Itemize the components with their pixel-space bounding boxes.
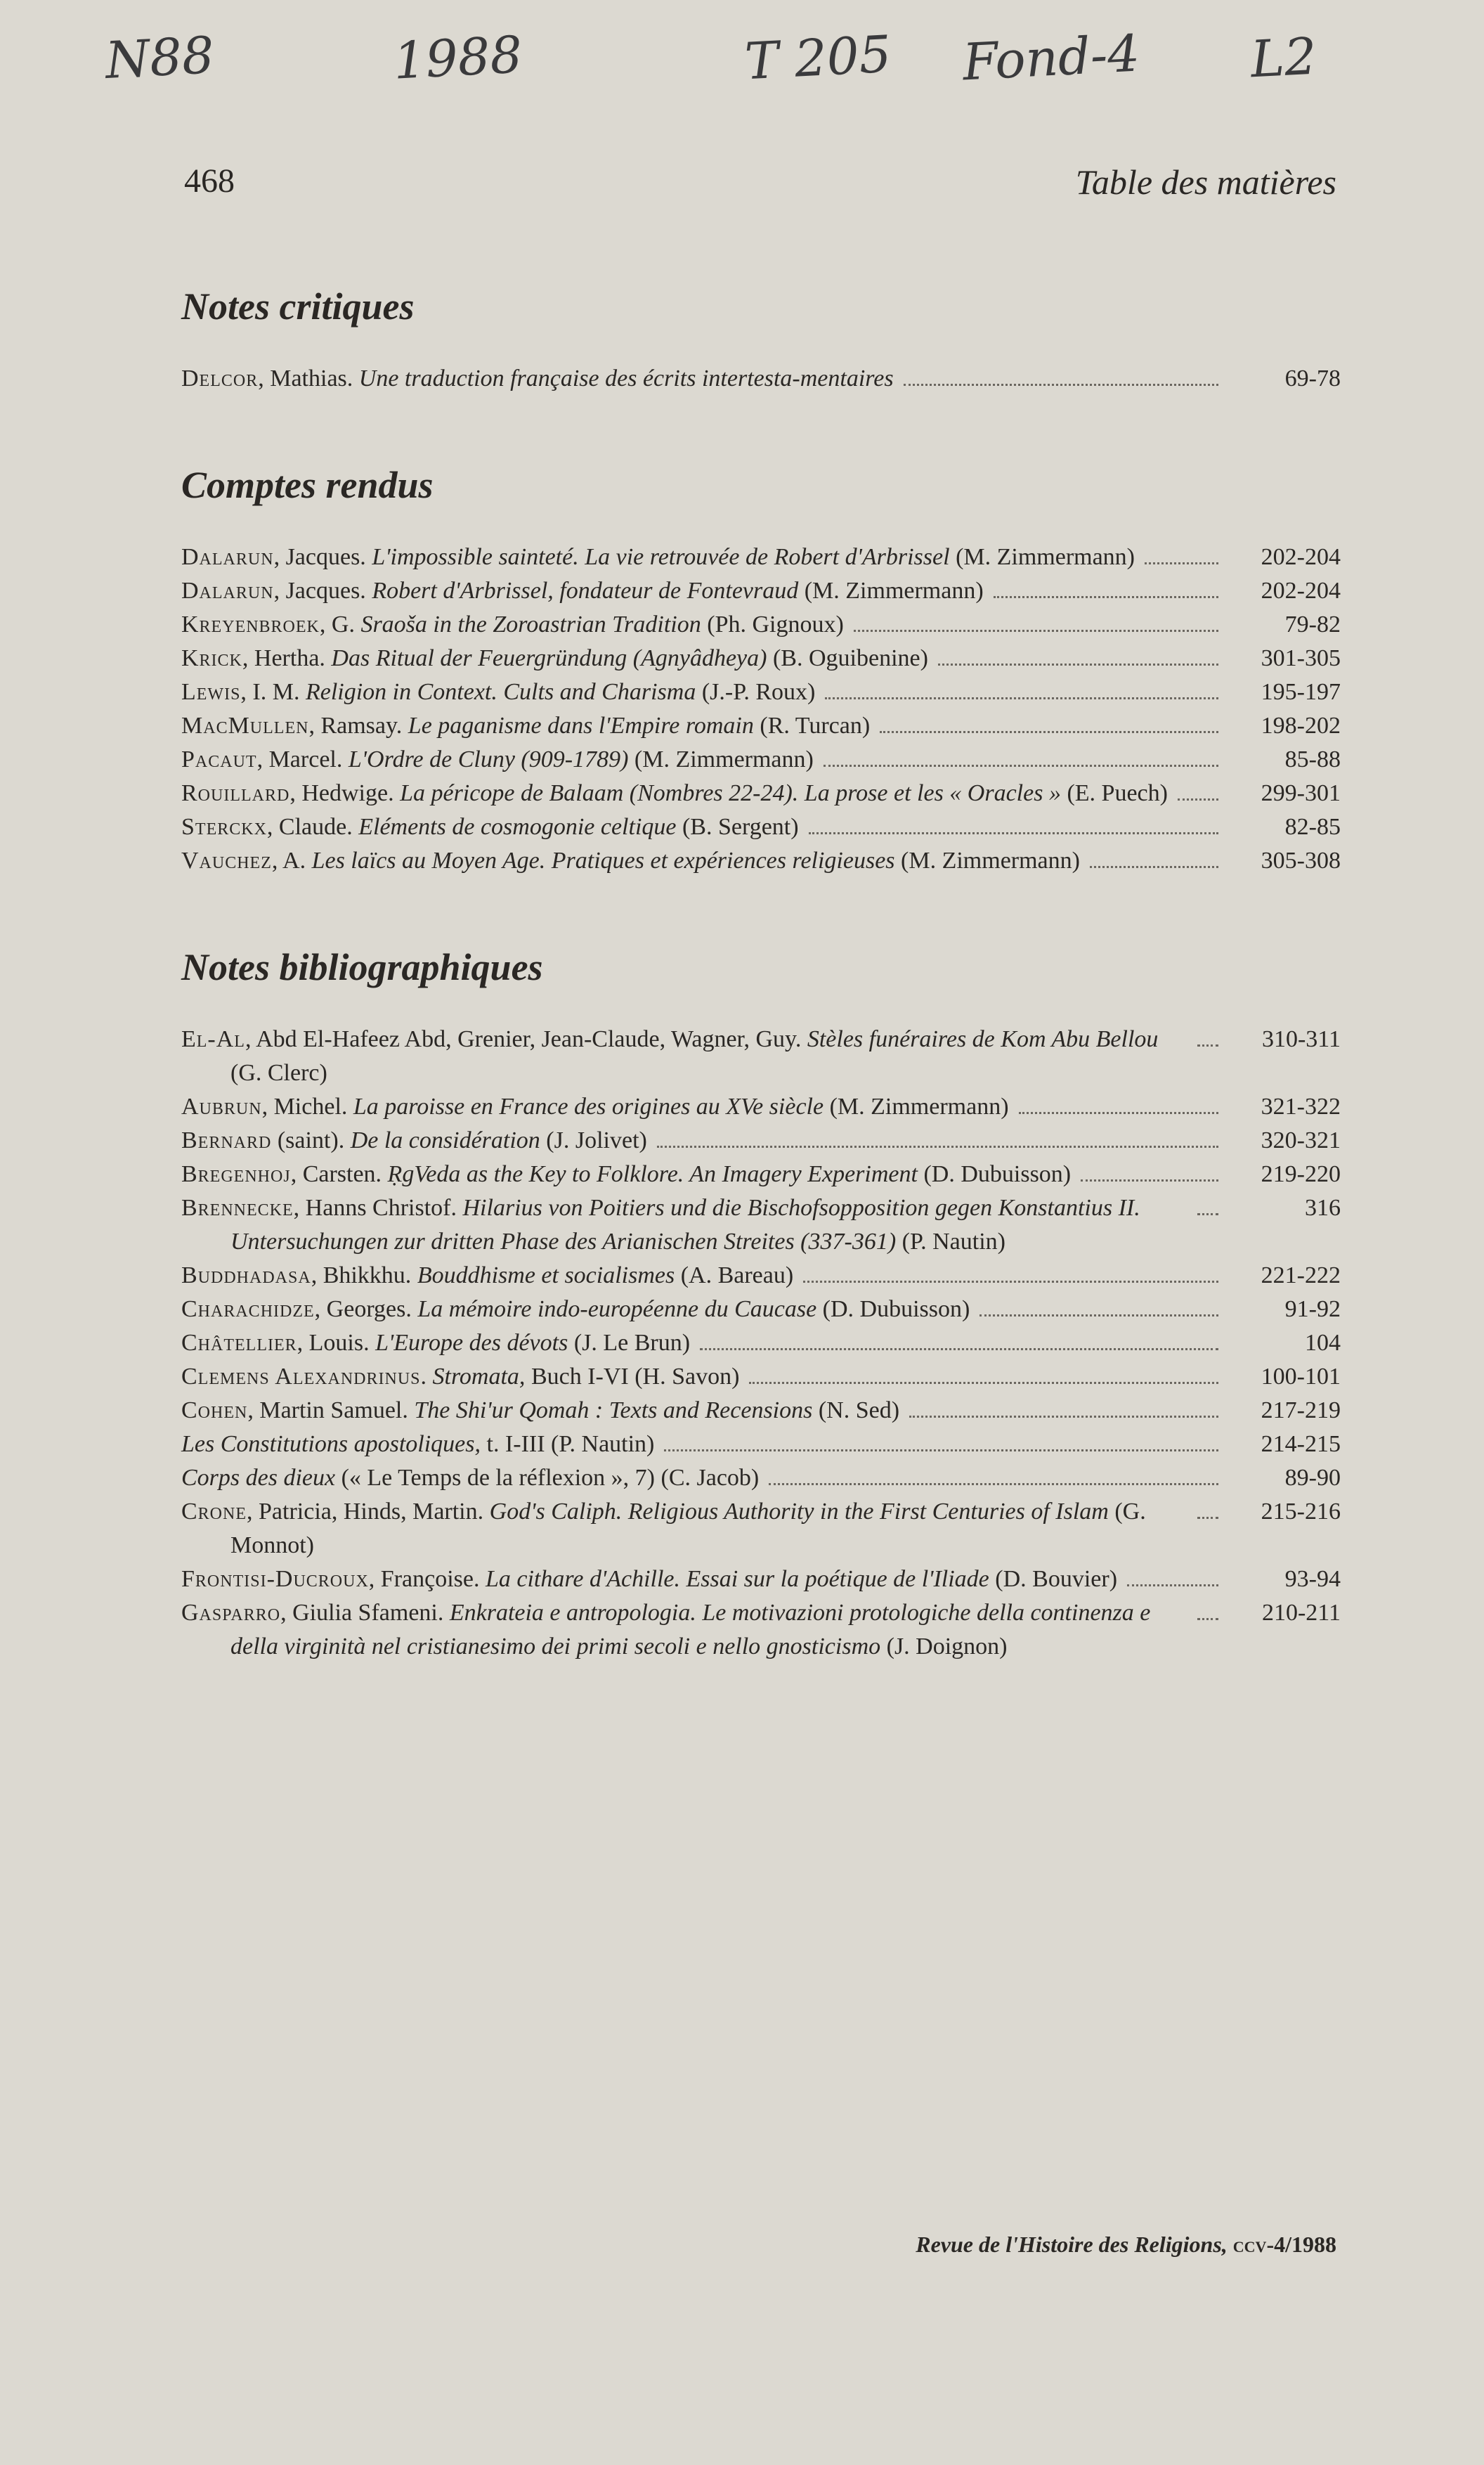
entry-reviewer: (G. Monnot) <box>230 1499 1146 1558</box>
entry-reviewer: (P. Nautin) <box>896 1229 1005 1255</box>
toc-entry <box>181 1191 1341 1259</box>
leader-dots <box>1197 1044 1218 1047</box>
entry-pages: 210-211 <box>1261 1600 1341 1626</box>
section-title: Notes bibliographiques <box>181 946 543 988</box>
entry-pages: 202-204 <box>1261 544 1341 570</box>
entry-pages: 100-101 <box>1261 1364 1341 1390</box>
entry-author-detail: , Françoise. <box>368 1566 480 1592</box>
entry-author: Dalarun <box>181 578 274 604</box>
entry-author-detail: (saint). <box>271 1127 345 1153</box>
toc-entry <box>181 1293 1341 1326</box>
entry-pages: 299-301 <box>1261 780 1341 806</box>
entry-author: Gasparro <box>181 1600 281 1626</box>
entry-pages: 217-219 <box>1261 1397 1341 1423</box>
entry-author: Vauchez <box>181 848 272 874</box>
leader-dots <box>769 1483 1218 1485</box>
entry-pages: 69-78 <box>1284 365 1341 392</box>
entry-title: Sraoša in the Zoroastrian Tradition <box>354 612 701 638</box>
entry-author-detail: , Michel. <box>261 1094 348 1120</box>
handwritten-annotation: 1988 <box>391 25 524 91</box>
entry-author: Rouillard <box>181 780 290 806</box>
entry-author: Kreyenbroek <box>181 612 320 638</box>
entry-reviewer: (R. Turcan) <box>753 713 871 739</box>
entry-pages: 89-90 <box>1284 1465 1341 1491</box>
entry-title: De la considération <box>344 1127 540 1153</box>
entry-reviewer: (B. Oguibenine) <box>767 645 928 671</box>
entry-title: Das Ritual der Feuergründung (Agnyâdheya) <box>325 645 767 671</box>
toc-entry <box>181 743 1341 777</box>
leader-dots <box>657 1146 1218 1148</box>
page-header <box>184 162 1336 211</box>
entry-author-detail: , Abd El-Hafeez Abd, Grenier, Jean-Claude, Wagner, Guy. <box>245 1026 802 1052</box>
entry-reviewer: (Ph. Gignoux) <box>701 612 844 638</box>
entry-pages: 221-222 <box>1261 1262 1341 1288</box>
entry-title: Bouddhisme et socialismes <box>411 1262 675 1288</box>
entry-title: Une traduction française des écrits intertesta-mentaires <box>353 365 894 392</box>
handwritten-annotation: L2 <box>1249 26 1318 89</box>
journal-footer <box>916 2232 1336 2258</box>
entry-author-detail: , I. M. <box>240 679 300 705</box>
entry-author-detail: , Jacques. <box>273 578 366 604</box>
entry-reviewer: (M. Zimmermann) <box>894 848 1080 874</box>
entry-author: Bregenhoj <box>181 1161 291 1187</box>
entry-author-detail: , Hedwige. <box>289 780 394 806</box>
toc-entry <box>181 1090 1341 1124</box>
toc-entry <box>181 1023 1341 1090</box>
entry-title: La cithare d'Achille. Essai sur la poétique de l'Iliade <box>479 1566 989 1592</box>
entry-author: Dalarun <box>181 544 274 570</box>
entry-pages: 202-204 <box>1261 578 1341 604</box>
leader-dots <box>1197 1213 1218 1215</box>
leader-dots <box>1127 1584 1218 1586</box>
entry-reviewer: (E. Puech) <box>1060 780 1168 806</box>
entry-reviewer: (D. Bouvier) <box>989 1566 1118 1592</box>
entry-reviewer: Buch I-VI (H. Savon) <box>525 1364 740 1390</box>
entry-pages: 316 <box>1305 1195 1341 1221</box>
toc-entry <box>181 810 1341 844</box>
entry-reviewer: (M. Zimmermann) <box>628 746 814 772</box>
entry-pages: 310-311 <box>1261 1026 1341 1052</box>
entry-author: Châtellier <box>181 1330 297 1356</box>
entry-author-detail: , G. <box>319 612 355 638</box>
entry-reviewer: (« Le Temps de la réflexion », 7) (C. Jacob) <box>335 1465 760 1491</box>
leader-dots <box>1197 1618 1218 1620</box>
toc-entry <box>181 1428 1341 1461</box>
section <box>181 463 1341 878</box>
toc-entry <box>181 1563 1341 1596</box>
section-title: Notes critiques <box>181 285 415 328</box>
entry-author: Krick <box>181 645 242 671</box>
entry-title: L'Europe des dévots <box>369 1330 568 1356</box>
entry-pages: 91-92 <box>1284 1296 1341 1322</box>
page-number: 468 <box>184 162 235 200</box>
entry-author-detail: , Louis. <box>297 1330 370 1356</box>
leader-dots <box>880 731 1218 733</box>
entry-reviewer: (G. Clerc) <box>230 1060 327 1086</box>
leader-dots <box>994 596 1218 598</box>
entry-pages: 93-94 <box>1284 1566 1341 1592</box>
entry-author-detail: , Bhikkhu. <box>311 1262 412 1288</box>
entry-pages: 198-202 <box>1261 713 1341 739</box>
leader-dots <box>1178 798 1218 801</box>
entry-title: Les laïcs au Moyen Age. Pratiques et expériences religieuses <box>306 848 895 874</box>
entry-author: Bernard <box>181 1127 272 1153</box>
entry-title: Stromata, <box>427 1364 526 1390</box>
entry-reviewer: (M. Zimmermann) <box>824 1094 1009 1120</box>
entry-reviewer: (D. Dubuisson) <box>917 1161 1072 1187</box>
entry-author: Buddhadasa <box>181 1262 311 1288</box>
entry-title: Stèles funéraires de Kom Abu Bellou <box>801 1026 1159 1052</box>
entry-reviewer: (J. Jolivet) <box>540 1127 647 1153</box>
entry-pages: 219-220 <box>1261 1161 1341 1187</box>
toc-entry <box>181 844 1341 878</box>
toc-entry <box>181 1596 1341 1664</box>
entry-author-detail: , Patricia, Hinds, Martin. <box>247 1499 484 1525</box>
entry-pages: 320-321 <box>1261 1127 1341 1153</box>
toc-entry <box>181 1495 1341 1563</box>
entry-author-detail: , Hanns Christof. <box>293 1195 457 1221</box>
leader-dots <box>979 1314 1218 1316</box>
entry-author: Crone <box>181 1499 247 1525</box>
entry-author: Pacaut <box>181 746 257 772</box>
entry-reviewer: (J. Doignon) <box>880 1633 1008 1659</box>
toc-entry <box>181 362 1341 396</box>
toc-entry <box>181 1326 1341 1360</box>
leader-dots <box>854 630 1218 632</box>
entry-title: Religion in Context. Cults and Charisma <box>299 679 696 705</box>
entry-title: La mémoire indo-européenne du Caucase <box>411 1296 817 1322</box>
entry-title: Eléments de cosmogonie celtique <box>352 814 677 840</box>
handwritten-annotation: N88 <box>103 25 216 90</box>
running-title: Table des matières <box>1075 162 1336 202</box>
entry-reviewer: (D. Dubuisson) <box>816 1296 970 1322</box>
entry-author-detail: , Claude. <box>266 814 353 840</box>
entry-author: MacMullen <box>181 713 309 739</box>
entry-author: Sterckx <box>181 814 267 840</box>
entry-author: Delcor <box>181 365 259 392</box>
entry-reviewer: (J. Le Brun) <box>568 1330 691 1356</box>
handwritten-annotation: Fond-4 <box>961 23 1141 92</box>
leader-dots <box>803 1281 1218 1283</box>
leader-dots <box>825 697 1218 699</box>
toc-entry <box>181 1360 1341 1394</box>
entry-author-detail: , Marcel. <box>256 746 343 772</box>
entry-pages: 195-197 <box>1261 679 1341 705</box>
entry-title: Les Constitutions apostoliques, <box>181 1431 481 1457</box>
entry-title: ṚgVeda as the Key to Folklore. An Imagery Experiment <box>382 1161 918 1187</box>
entry-author-detail: , Carsten. <box>290 1161 382 1187</box>
leader-dots <box>1145 562 1218 564</box>
entry-pages: 104 <box>1305 1330 1341 1356</box>
entry-author-detail: . <box>420 1364 427 1390</box>
leader-dots <box>904 384 1218 386</box>
entry-author-detail: , Mathias. <box>258 365 353 392</box>
entry-author: El-Al <box>181 1026 245 1052</box>
leader-dots <box>909 1416 1218 1418</box>
entry-author: Frontisi-Ducroux <box>181 1566 369 1592</box>
toc-entry <box>181 709 1341 743</box>
entry-reviewer: (M. Zimmermann) <box>949 544 1135 570</box>
entry-pages: 305-308 <box>1261 848 1341 874</box>
toc-entry <box>181 642 1341 675</box>
toc-entry <box>181 608 1341 642</box>
entry-title: God's Caliph. Religious Authority in the First Centuries of Islam <box>483 1499 1109 1525</box>
entry-author: Aubrun <box>181 1094 262 1120</box>
leader-dots <box>664 1449 1218 1451</box>
entry-title: L'impossible sainteté. La vie retrouvée de Robert d'Arbrissel <box>365 544 950 570</box>
entry-pages: 85-88 <box>1284 746 1341 772</box>
entry-title: La péricope de Balaam (Nombres 22-24). La prose et les « Oracles » <box>393 780 1061 806</box>
entry-pages: 82-85 <box>1284 814 1341 840</box>
entry-author-detail: , Jacques. <box>273 544 366 570</box>
handwritten-annotation: T 205 <box>743 24 893 91</box>
leader-dots <box>749 1382 1218 1384</box>
toc-entry <box>181 1124 1341 1158</box>
entry-author: Charachidze <box>181 1296 315 1322</box>
toc-entry <box>181 777 1341 810</box>
entry-title: Corps des dieux <box>181 1465 336 1491</box>
entry-pages: 321-322 <box>1261 1094 1341 1120</box>
entry-pages: 79-82 <box>1284 612 1341 638</box>
entry-author: Cohen <box>181 1397 248 1423</box>
leader-dots <box>1090 866 1218 868</box>
toc-entry <box>181 574 1341 608</box>
section-title: Comptes rendus <box>181 464 434 506</box>
journal-name: Revue de l'Histoire des Religions, <box>916 2232 1228 2257</box>
entry-reviewer: (J.-P. Roux) <box>696 679 816 705</box>
entry-author: Clemens Alexandrinus <box>181 1364 421 1390</box>
entry-title: Enkrateia e antropologia. Le motivazioni protologiche della continenza e della virginità nel cristianesimo dei primi secoli e nello gnosticismo <box>230 1600 1151 1659</box>
entry-pages: 301-305 <box>1261 645 1341 671</box>
entry-author-detail: , Georges. <box>314 1296 412 1322</box>
table-of-contents <box>181 285 1341 1731</box>
entry-title: La paroisse en France des origines au XVe siècle <box>347 1094 824 1120</box>
leader-dots <box>809 832 1218 834</box>
leader-dots <box>700 1348 1218 1350</box>
leader-dots <box>824 765 1218 767</box>
entry-author-detail: , Giulia Sfameni. <box>280 1600 444 1626</box>
toc-entry <box>181 1461 1341 1495</box>
toc-entry <box>181 541 1341 574</box>
entry-reviewer: (M. Zimmermann) <box>798 578 984 604</box>
entry-author-detail: , Ramsay. <box>308 713 403 739</box>
section <box>181 945 1341 1664</box>
entry-reviewer: (B. Sergent) <box>676 814 799 840</box>
section <box>181 285 1341 396</box>
entry-reviewer: t. I-III (P. Nautin) <box>481 1431 655 1457</box>
entry-title: L'Ordre de Cluny (909-1789) <box>342 746 629 772</box>
leader-dots <box>1019 1112 1218 1114</box>
entry-author: Brennecke <box>181 1195 294 1221</box>
entry-author: Lewis <box>181 679 241 705</box>
leader-dots <box>938 664 1218 666</box>
journal-volume: ccv-4/1988 <box>1232 2232 1336 2257</box>
entry-pages: 214-215 <box>1261 1431 1341 1457</box>
toc-entry <box>181 1394 1341 1428</box>
leader-dots <box>1081 1179 1218 1182</box>
leader-dots <box>1197 1517 1218 1519</box>
entry-title: The Shi'ur Qomah : Texts and Recensions <box>408 1397 813 1423</box>
entry-pages: 215-216 <box>1261 1499 1341 1525</box>
toc-entry <box>181 1158 1341 1191</box>
entry-title: Robert d'Arbrissel, fondateur de Fontevraud <box>365 578 799 604</box>
entry-reviewer: (A. Bareau) <box>675 1262 794 1288</box>
toc-entry <box>181 675 1341 709</box>
entry-author-detail: , Martin Samuel. <box>247 1397 408 1423</box>
entry-title: Hilarius von Poitiers und die Bischofsopposition gegen Konstantius II. Untersuchungen zur dritten Phase des Arianischen Streites (337-361) <box>230 1195 1140 1255</box>
entry-title: Le paganisme dans l'Empire romain <box>402 713 754 739</box>
toc-entry <box>181 1259 1341 1293</box>
entry-author-detail: , A. <box>271 848 306 874</box>
entry-reviewer: (N. Sed) <box>812 1397 900 1423</box>
entry-author-detail: , Hertha. <box>242 645 325 671</box>
